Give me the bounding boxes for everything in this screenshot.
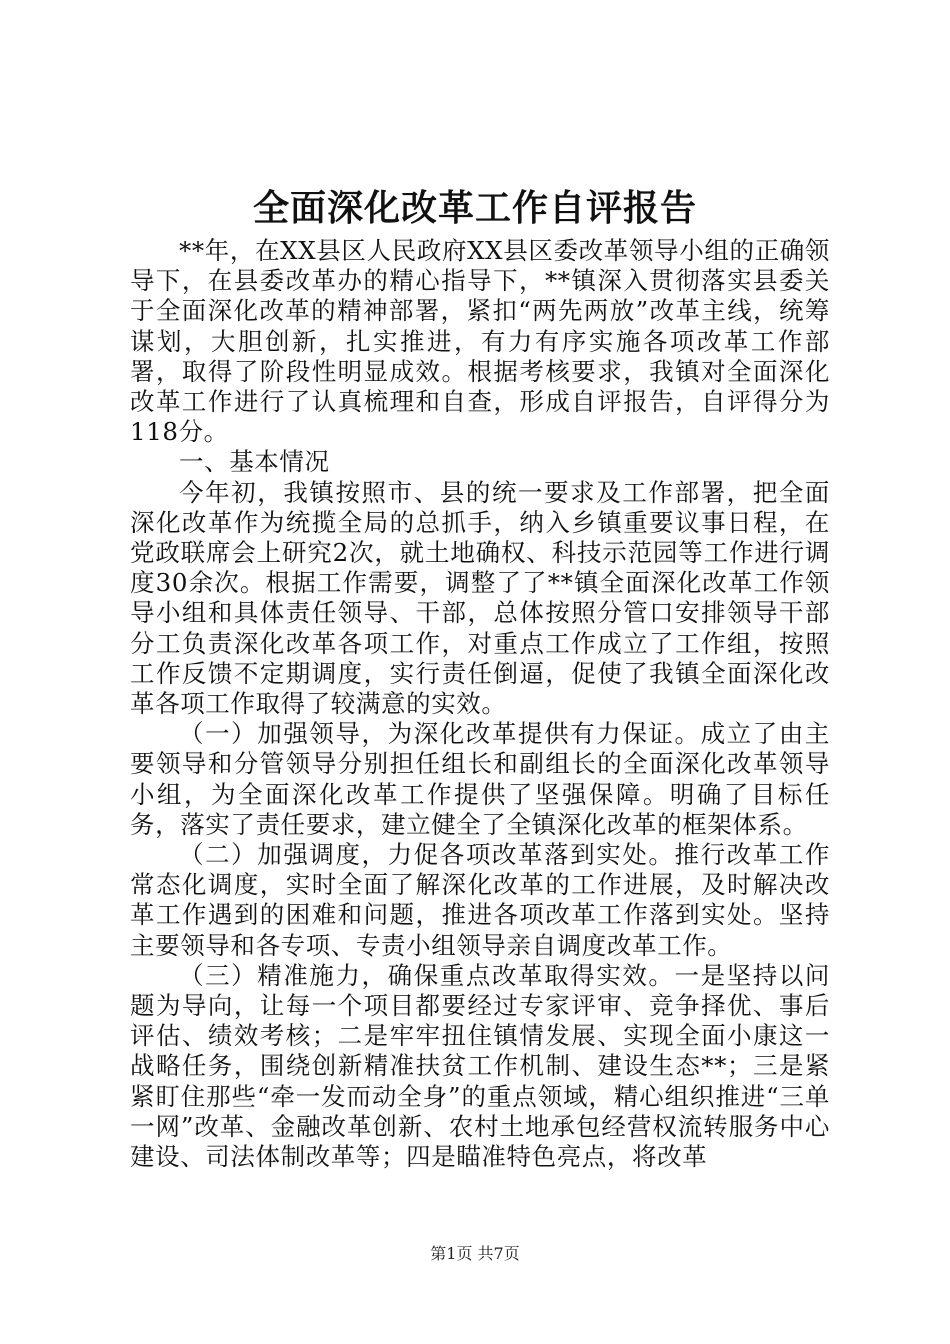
document-title: 全面深化改革工作自评报告 (252, 187, 697, 229)
document-body (130, 236, 830, 1172)
paragraph-basic-situation: 今年初，我镇按照市、县的统一要求及工作部署，把全面深化改革作为统揽全局的总抓手，纳入乡镇重要议事日程，在党政联席会上研究2次，就土地确权、科技示范园等工作进行调度30余次。根据工作需要，调整了了**镇全面深化改革工作领导小组和具体责任领导、干部，总体按照分管口安排领导干部分工负责深化改革各项工作，对重点工作成立了工作组，按照工作反馈不定期调度，实行责任倒逼，促使了我镇全面深化改革各项工作取得了较满意的实效。 (130, 477, 830, 719)
paragraph-intro: **年，在XX县区人民政府XX县区委改革领导小组的正确领导下，在县委改革办的精心指导下，**镇深入贯彻落实县委关于全面深化改革的精神部署，紧扣“两先两放”改革主线，统筹谋划，大胆创新，扎实推进，有力有序实施各项改革工作部署，取得了阶段性明显成效。根据考核要求，我镇对全面深化改革工作进行了认真梳理和自查，形成自评报告，自评得分为118分。 (130, 236, 830, 447)
page-footer: 第1页 共7页 (430, 1244, 520, 1263)
paragraph-item-1: （一）加强领导，为深化改革提供有力保证。成立了由主要领导和分管领导分别担任组长和副组长的全面深化改革领导小组，为全面深化改革工作提供了坚强保障。明确了目标任务，落实了责任要求，建立健全了全镇深化改革的框架体系。 (130, 719, 830, 839)
paragraph-item-3: （三）精准施力，确保重点改革取得实效。一是坚持以问题为导向，让每一个项目都要经过专家评审、竞争择优、事后评估、绩效考核；二是牢牢扭住镇情发展、实现全面小康这一战略任务，围绕创新精准扶贫工作机制、建设生态**；三是紧紧盯住那些“牵一发而动全身”的重点领域，精心组织推进“三单一网”改革、金融改革创新、农村土地承包经营权流转服务中心建设、司法体制改革等；四是瞄准特色亮点，将改革 (130, 960, 830, 1172)
paragraph-item-2: （二）加强调度，力促各项改革落到实处。推行改革工作常态化调度，实时全面了解深化改革的工作进展，及时解决改革工作遇到的困难和问题，推进各项改革工作落到实处。坚持主要领导和各专项、专责小组领导亲自调度改革工作。 (130, 840, 830, 960)
section-heading-basic: 一、基本情况 (179, 447, 330, 477)
